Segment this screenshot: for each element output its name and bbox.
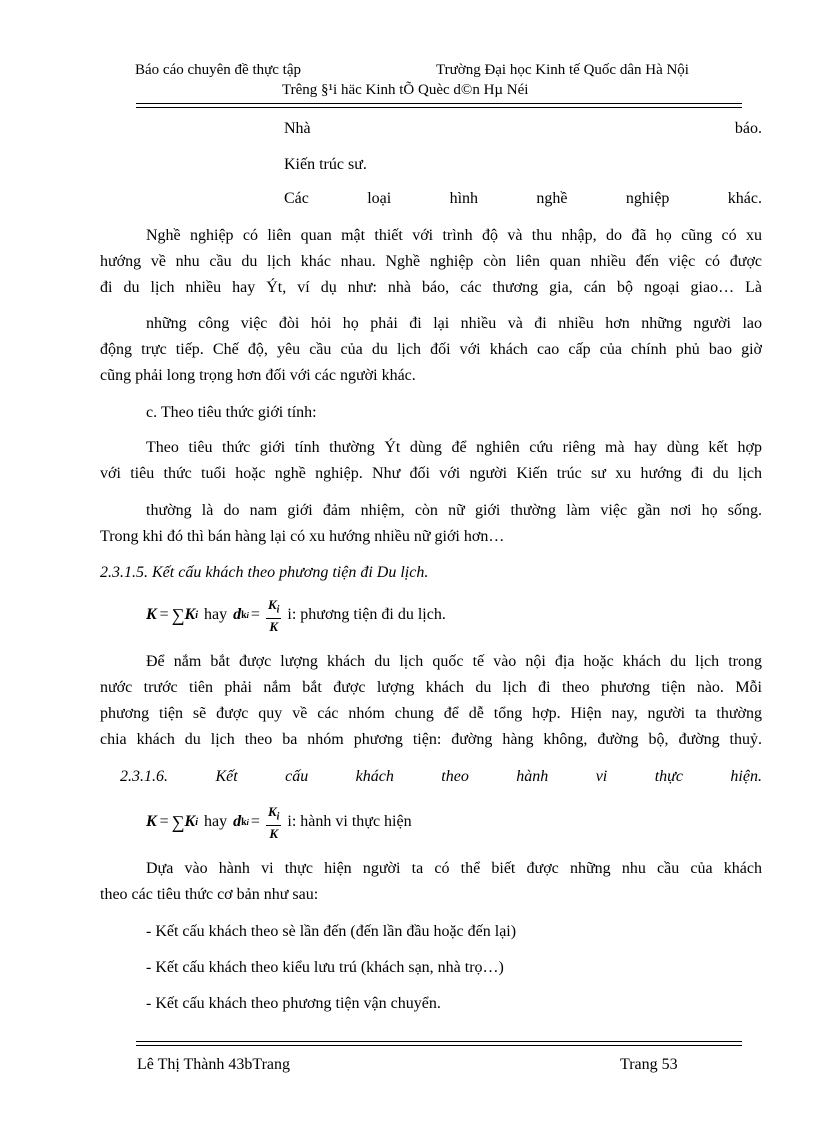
footer-rule: [136, 1041, 742, 1046]
line3-word: khác.: [727, 190, 762, 207]
section-2316-heading: [120, 766, 762, 788]
line3-word: nghiệp: [625, 190, 670, 207]
formula-d: d: [233, 813, 242, 831]
formula-eq: =: [159, 606, 169, 624]
line-nha-bao: [284, 118, 762, 140]
para4-line2: Trong khi đó thì bán hàng lại có xu hướng nhiều nữ giới hơn…: [100, 528, 505, 545]
footer-page-number: Trang 53: [620, 1056, 678, 1073]
footer-author: Lê Thị Thành 43bTrang: [137, 1056, 291, 1073]
fraction-denominator: K: [269, 618, 278, 634]
formula-d-supsub: i: [246, 817, 249, 827]
para5-line1: Để nắm bắt được lượng khách du lịch quốc tế vào nội địa hoặc khách du lịch trong: [146, 653, 762, 670]
para4-line1: thường là do nam giới đảm nhiệm, còn nữ giới thường làm việc gần nơi họ sống.: [146, 502, 762, 519]
formula-lhs: K: [146, 813, 157, 831]
line3-word: loại: [367, 190, 392, 207]
fraction-numerator: [266, 597, 281, 619]
formula-term-sub: i: [195, 609, 198, 621]
heading-word: vi: [595, 768, 608, 785]
numerator-k: K: [267, 804, 277, 819]
heading-word: khách: [355, 768, 394, 785]
formula-hay: hay: [204, 606, 228, 624]
heading-word: hiện.: [730, 768, 762, 785]
formula-desc: i: phương tiện đi du lịch.: [287, 606, 446, 624]
formula-d-supsub: i: [246, 610, 249, 620]
heading-word: Kết: [215, 768, 238, 785]
line3-word: hình: [449, 190, 479, 207]
para5-line3: phương tiện sẽ được quy về các nhóm chung để dễ tổng hợp. Hiện nay, người ta thường: [100, 705, 762, 722]
heading-word: theo: [441, 768, 469, 785]
line3-word: Các: [284, 190, 309, 207]
para2-line3: cũng phải long trọng hơn đối với các người khác.: [100, 367, 416, 384]
formula-eq: =: [159, 813, 169, 831]
numerator-k: K: [267, 597, 277, 612]
formula-d-sup: k: [241, 609, 247, 621]
formula-eq2: =: [250, 813, 260, 831]
para6-line2: theo các tiêu thức cơ bản như sau:: [100, 886, 319, 903]
formula-term: K: [184, 813, 196, 831]
formula-transport: [146, 597, 446, 634]
line3-word: nghề: [536, 190, 568, 207]
numerator-sub: i: [276, 811, 280, 823]
formula-eq2: =: [250, 606, 260, 624]
formula-sum: ∑: [171, 604, 185, 625]
formula-hay: hay: [204, 813, 228, 831]
heading-word: cấu: [285, 768, 309, 785]
bullet-item: - Kết cấu khách theo sè lần đến (đến lần đầu hoặc đến lại): [146, 923, 517, 940]
para1-line3: đi du lịch nhiều hay Ýt, ví dụ như: nhà báo, các thương gia, cán bộ ngoại giao… Là: [100, 279, 762, 296]
formula-d: d: [233, 606, 242, 624]
subhead-gender: c. Theo tiêu thức giới tính:: [146, 404, 317, 421]
para2-line2: động trực tiếp. Chế độ, yêu cầu của du lịch đối với khách cao cấp của chính phủ bao giờ: [100, 341, 762, 358]
para1-line2: hướng về nhu cầu du lịch khác nhau. Nghề nghiệp còn liên quan nhiều đến việc có được: [100, 253, 762, 270]
line1-right: báo.: [734, 120, 762, 137]
formula-d-sup: k: [241, 816, 247, 828]
formula-desc: i: hành vi thực hiện: [287, 813, 412, 831]
formula-fraction: [266, 597, 281, 634]
bullet-item: - Kết cấu khách theo phương tiện vận chuyển.: [146, 995, 441, 1012]
header-right: Trường Đại học Kinh tế Quốc dân Hà Nội: [436, 62, 689, 78]
header-garbled: Trêng §¹i häc Kinh tÕ Quèc d©n Hµ Néi: [282, 82, 529, 98]
header-left: Báo cáo chuyên đề thực tập: [135, 62, 301, 78]
para3-line1: Theo tiêu thức giới tính thường Ýt dùng để nghiên cứu riêng mà hay dùng kết hợp: [146, 439, 762, 456]
line-kien-truc-su: Kiến trúc sư.: [284, 156, 367, 173]
line-cac-loai: [284, 188, 762, 210]
bullet-item: - Kết cấu khách theo kiểu lưu trú (khách sạn, nhà trọ…): [146, 959, 504, 976]
line1-left: Nhà: [284, 120, 311, 137]
numerator-sub: i: [276, 604, 280, 616]
formula-term: K: [184, 606, 196, 624]
section-2315-heading: 2.3.1.5. Kết cấu khách theo phương tiện đi Du lịch.: [100, 564, 429, 581]
heading-word: thực: [654, 768, 683, 785]
para3-line2: với tiêu thức tuổi hoặc nghề nghiệp. Như đối với người Kiến trúc sư xu hướng đi du lịch: [100, 465, 762, 482]
para6-line1: Dựa vào hành vi thực hiện người ta có thể biết được những nhu cầu của khách: [146, 860, 762, 877]
para1-line1: Nghề nghiệp có liên quan mật thiết với trình độ và thu nhập, do đã họ cũng có xu: [146, 227, 762, 244]
fraction-denominator: K: [269, 825, 278, 841]
para5-line2: nước trước tiên phải nắm bắt được lượng khách du lịch đi theo phương tiện nào. Mỗi: [100, 679, 762, 696]
formula-behavior: [146, 804, 412, 841]
formula-term-sub: i: [195, 816, 198, 828]
formula-fraction: [266, 804, 281, 841]
para5-line4: chia khách du lịch theo ba nhóm phương tiện: đường hàng không, đường bộ, đường thuỷ.: [100, 731, 762, 748]
para2-line1: những công việc đòi hỏi họ phải đi lại nhiều và đi nhiều hơn những người lao: [146, 315, 762, 332]
formula-lhs: K: [146, 606, 157, 624]
formula-sum: ∑: [171, 811, 185, 832]
header-rule: [136, 103, 742, 108]
heading-word: hành: [516, 768, 549, 785]
heading-word: 2.3.1.6.: [120, 768, 168, 785]
fraction-numerator: [266, 804, 281, 826]
